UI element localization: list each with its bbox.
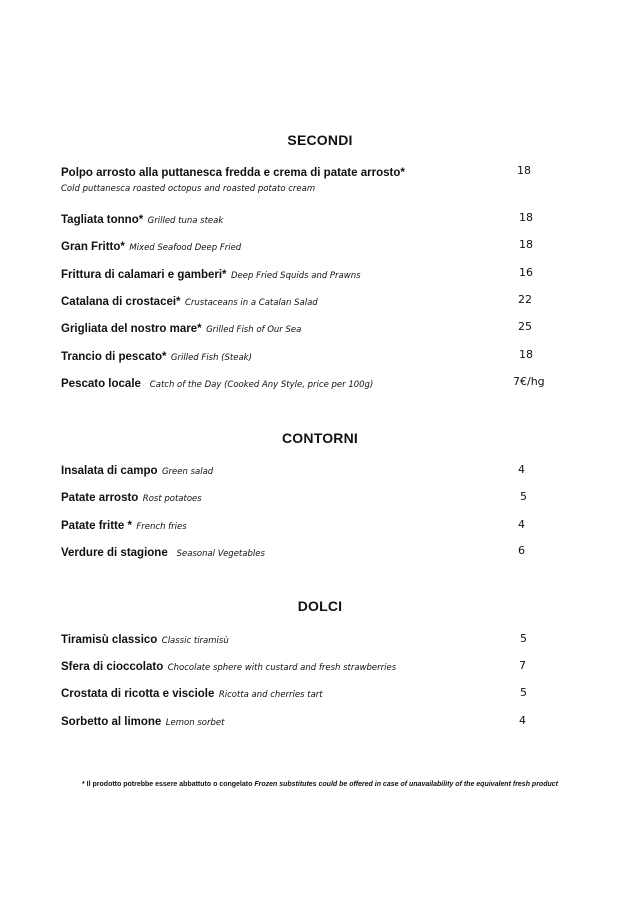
menu-item [61,210,551,228]
item-name: Sfera di cioccolato [61,661,164,673]
item-price: 7 [519,659,526,672]
menu-item [61,374,551,392]
item-description: French fries [136,522,187,532]
menu-item [61,461,551,479]
item-name: Catalana di crostacei* [61,296,181,308]
section-title-dolci: DOLCI [297,598,343,614]
menu-item [61,237,551,255]
item-price: 18 [519,238,533,251]
item-name: Tiramisù classico [61,634,158,646]
menu-item [61,543,551,561]
item-description: Crustaceans in a Catalan Salad [184,298,318,308]
item-price: 7€/hg [513,375,545,388]
item-description: Cold puttanesca roasted octopus and roasted potato cream [61,184,316,194]
section-title-secondi: SECONDI [287,132,353,148]
menu-item [61,265,551,283]
menu-item [61,712,551,730]
item-description: Catch of the Day (Cooked Any Style, price per 100g) [149,380,374,390]
menu-item [61,684,551,702]
item-name: Tagliata tonno* [61,214,144,226]
item-price: 5 [520,632,527,645]
item-name: Frittura di calamari e gamberi* [61,269,227,281]
item-name: Polpo arrosto alla puttanesca fredda e crema di patate arrosto* [61,167,405,179]
item-description: Rost potatoes [142,494,202,504]
item-price: 4 [518,518,525,531]
menu-item [61,292,551,310]
menu-item [61,657,551,675]
footnote [0,781,640,788]
item-name: Pescato locale [61,378,141,390]
item-name: Grigliata del nostro mare* [61,323,202,335]
item-price: 22 [518,293,532,306]
item-description: Grilled tuna steak [147,216,224,226]
item-name: Sorbetto al limone [61,716,162,728]
footnote-english: Frozen substitutes could be offered in case of unavailability of the equivalent fresh product [254,781,558,788]
item-description: Green salad [161,467,214,477]
item-name: Gran Fritto* [61,241,125,253]
item-description: Grilled Fish (Steak) [170,353,252,363]
item-name: Trancio di pescato* [61,351,167,363]
item-description: Lemon sorbet [165,718,225,728]
item-price: 18 [517,164,531,177]
item-description: Grilled Fish of Our Sea [206,325,302,335]
item-name: Patate arrosto [61,492,139,504]
item-name: Insalata di campo [61,465,158,477]
item-price: 4 [518,463,525,476]
item-description: Seasonal Vegetables [176,549,265,559]
item-description: Ricotta and cherries tart [218,690,323,700]
menu-item [61,163,551,194]
section-title-contorni: CONTORNI [281,430,358,446]
item-description: Deep Fried Squids and Prawns [231,271,361,281]
menu-item [61,516,551,534]
item-price: 18 [519,348,533,361]
item-price: 4 [519,714,526,727]
item-price: 5 [520,686,527,699]
item-description: Mixed Seafood Deep Fried [129,243,242,253]
item-name: Verdure di stagione [61,547,168,559]
item-name: Patate fritte * [61,520,132,532]
item-description: Classic tiramisù [161,636,229,646]
item-price: 5 [520,490,527,503]
item-description: Chocolate sphere with custard and fresh strawberries [167,663,397,673]
menu-item [61,319,551,337]
menu-item [61,347,551,365]
item-price: 6 [518,544,525,557]
item-price: 16 [519,266,533,279]
footnote-italian: * Il prodotto potrebbe essere abbattuto o congelato [82,781,253,788]
item-name: Crostata di ricotta e visciole [61,688,215,700]
menu-item [61,488,551,506]
menu-item [61,630,551,648]
item-price: 18 [519,211,533,224]
item-price: 25 [518,320,532,333]
